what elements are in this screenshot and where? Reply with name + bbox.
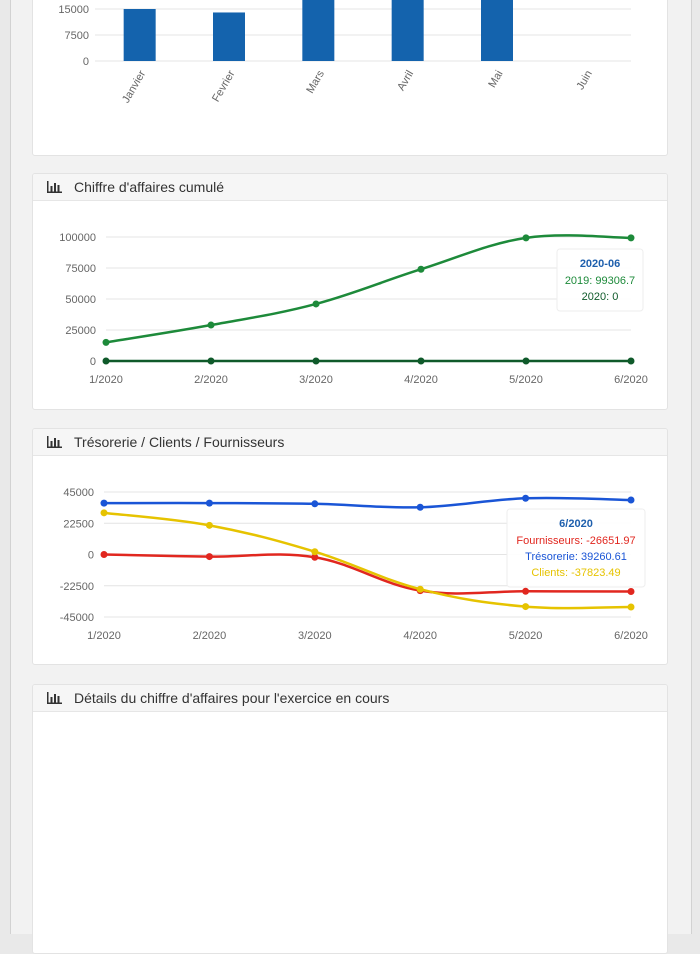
- cumulative-line-chart: [33, 174, 668, 410]
- y-tick-label: -22500: [59, 580, 94, 593]
- treasury-line-chart: [33, 429, 668, 665]
- data-point: [417, 504, 424, 511]
- cumulative-revenue-card: [32, 173, 668, 410]
- y-tick-label: 100000: [59, 232, 96, 244]
- x-tick-label: 1/2020: [87, 630, 121, 642]
- data-point: [523, 234, 530, 241]
- x-tick-label: 6/2020: [614, 374, 648, 386]
- x-tick-label: Avril: [395, 68, 417, 93]
- x-tick-label: Mars: [304, 68, 327, 96]
- bar: [481, 0, 513, 61]
- tooltip-line: Trésorerie: 39260.61: [525, 551, 627, 563]
- data-point: [313, 358, 320, 365]
- data-point: [522, 603, 529, 610]
- x-tick-label: Fevrier: [210, 68, 238, 105]
- x-tick-label: Janvier: [120, 68, 149, 106]
- tooltip-title: 2020-06: [579, 258, 621, 270]
- y-tick-label: 45000: [63, 487, 94, 499]
- data-point: [101, 509, 108, 516]
- x-tick-label: Juin: [574, 68, 595, 92]
- y-tick-label: 22500: [63, 518, 94, 531]
- bar: [213, 12, 245, 61]
- data-point: [103, 358, 110, 365]
- card-header: [33, 685, 667, 712]
- revenue-details-card: [32, 684, 668, 954]
- x-tick-label: 5/2020: [509, 374, 543, 386]
- x-tick-label: 1/2020: [89, 374, 123, 386]
- y-tick-label: 50000: [65, 294, 96, 306]
- data-point: [208, 322, 215, 329]
- x-tick-label: 5/2020: [508, 630, 543, 642]
- y-tick-label: 75000: [65, 263, 96, 275]
- x-tick-label: 3/2020: [297, 630, 332, 642]
- data-point: [101, 551, 108, 558]
- data-point: [523, 358, 530, 365]
- data-point: [418, 266, 425, 273]
- data-point: [522, 495, 529, 502]
- y-tick-label: 25000: [65, 325, 96, 337]
- y-tick-label: 0: [82, 56, 89, 68]
- data-point: [101, 500, 108, 507]
- bar: [124, 9, 156, 61]
- data-point: [311, 500, 318, 507]
- y-tick-label: 0: [87, 549, 94, 562]
- data-point: [628, 604, 635, 611]
- x-tick-label: 2/2020: [194, 374, 228, 386]
- data-point: [311, 548, 318, 555]
- tooltip-line: Clients: -37823.49: [531, 567, 621, 579]
- x-tick-label: 6/2020: [614, 630, 648, 642]
- tooltip-line: 2019: 99306.7: [564, 275, 636, 287]
- data-point: [628, 496, 635, 503]
- card-title: Détails du chiffre d'affaires pour l'exercice en cours: [74, 690, 390, 706]
- data-point: [418, 358, 425, 365]
- data-point: [103, 339, 110, 346]
- data-point: [417, 586, 424, 593]
- y-tick-label: 7500: [64, 30, 89, 42]
- data-point: [206, 553, 213, 560]
- bar: [392, 0, 424, 61]
- data-point: [628, 588, 635, 595]
- series-line: [106, 235, 631, 342]
- y-tick-label: 0: [89, 356, 96, 368]
- data-point: [522, 588, 529, 595]
- x-tick-label: 4/2020: [403, 630, 438, 642]
- bar-chart-icon: [47, 692, 62, 704]
- series-line: [104, 498, 631, 508]
- data-point: [313, 300, 320, 307]
- card-title: Trésorerie / Clients / Fournisseurs: [74, 434, 285, 450]
- y-tick-label: 15000: [58, 4, 89, 16]
- x-tick-label: Mai: [486, 68, 506, 90]
- data-point: [206, 500, 213, 507]
- x-tick-label: 2/2020: [192, 630, 227, 642]
- tooltip-line: 2020: 0: [581, 291, 619, 303]
- card-title: Chiffre d'affaires cumulé: [74, 179, 225, 195]
- data-point: [208, 358, 215, 365]
- x-tick-label: 3/2020: [299, 374, 333, 386]
- x-tick-label: 4/2020: [404, 374, 438, 386]
- tooltip-line: Fournisseurs: -26651.97: [516, 535, 636, 547]
- data-point: [628, 234, 635, 241]
- data-point: [628, 358, 635, 365]
- monthly-revenue-card: [32, 0, 668, 156]
- monthly-bar-chart: [33, 0, 668, 156]
- y-tick-label: -45000: [59, 612, 94, 624]
- data-point: [206, 522, 213, 529]
- tooltip-title: 6/2020: [559, 518, 593, 530]
- bar: [302, 0, 334, 61]
- treasury-card: [32, 428, 668, 665]
